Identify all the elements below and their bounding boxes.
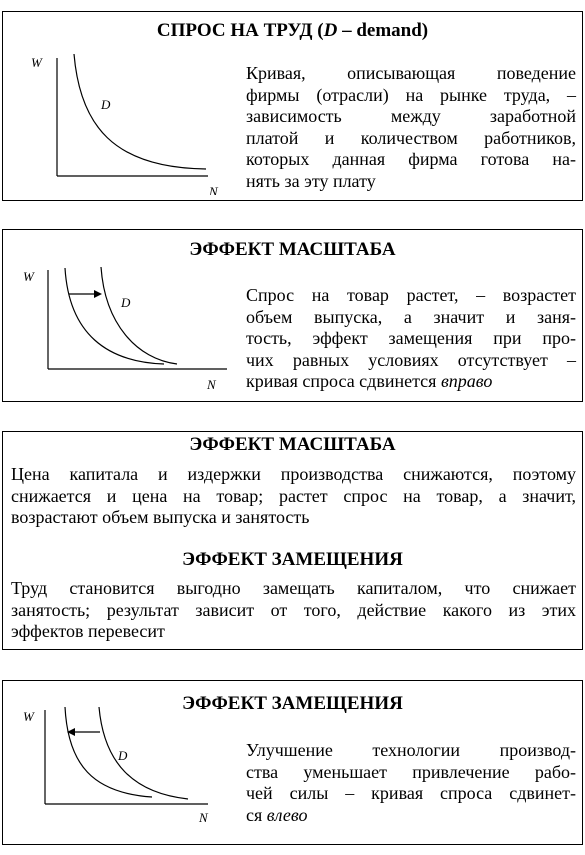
box-title: СПРОС НА ТРУД (D – demand)	[156, 20, 429, 41]
substitution-effect-text	[11, 578, 576, 643]
demand-curve-initial	[65, 268, 164, 364]
description	[246, 285, 576, 393]
text-line: чих равных условиях отсутствует –	[246, 349, 576, 370]
text-line: чей силы – кривая спроса сдвинет-	[246, 783, 576, 804]
demand-curve-initial	[99, 707, 188, 799]
text-line: платой и количеством работников,	[246, 127, 576, 148]
text-line: ся влево	[246, 804, 308, 825]
y-axis-label: W	[31, 55, 42, 70]
scale-effect-title: ЭФФЕКТ МАСШТАБА	[189, 434, 396, 455]
y-axis-label: W	[23, 269, 34, 284]
demand-curve-shifted	[101, 267, 177, 364]
text-line: Спрос на товар растет, – возрастет	[246, 285, 576, 305]
effects-comparison-box	[2, 431, 583, 650]
text-line: нять за эту плату	[246, 170, 376, 191]
text-line: кривая спроса сдвинется вправо	[246, 371, 493, 392]
text-line: Кривая, описывающая поведение	[246, 63, 576, 83]
substitution-effect-box	[2, 680, 583, 845]
text-line: Цена капитала и издержки производства снижаются, поэтому	[11, 464, 576, 484]
demand-curve	[74, 54, 206, 169]
text-line: Улучшение технологии производ-	[246, 740, 576, 760]
substitution-effect-graph	[18, 705, 223, 845]
text-line: которых данная фирма готова на-	[246, 149, 576, 170]
scale-effect-graph	[17, 264, 227, 399]
curve-label: D	[101, 97, 111, 112]
x-axis-label: N	[199, 810, 208, 825]
text-line: ства уменьшает привлечение рабо-	[246, 761, 576, 782]
text-line: зависимость между заработной	[246, 106, 576, 127]
text-line: фирмы (отрасли) на рынке труда, –	[246, 84, 576, 105]
description	[246, 740, 576, 826]
substitution-effect-title: ЭФФЕКТ ЗАМЕЩЕНИЯ	[182, 549, 403, 570]
curve-label: D	[121, 295, 131, 310]
text-line: возрастают объем выпуска и занятость	[11, 507, 310, 528]
box-title: ЭФФЕКТ МАСШТАБА	[189, 239, 396, 260]
text-line: объем выпуска, а значит и заня-	[246, 306, 576, 327]
text-line: тость, эффект замещения при про-	[246, 328, 576, 349]
x-axis-label: N	[209, 184, 218, 195]
x-axis-label: N	[207, 377, 216, 392]
curve-label: D	[118, 748, 128, 763]
text-line: снижается и цена на товар; растет спрос на товар, а значит,	[11, 485, 576, 506]
text-line: занятость; результат зависит от того, действие какого из этих	[11, 599, 576, 620]
demand-curve-graph	[23, 50, 223, 195]
box-title: ЭФФЕКТ ЗАМЕЩЕНИЯ	[182, 693, 403, 714]
scale-effect-text	[11, 464, 576, 529]
text-line: Труд становится выгодно замещать капиталом, что снижает	[11, 578, 576, 598]
description	[246, 63, 576, 193]
text-line: эффектов перевесит	[11, 621, 165, 642]
y-axis-label: W	[23, 709, 34, 724]
demand-for-labor-box	[2, 11, 583, 201]
shift-right-arrow-icon	[94, 290, 102, 298]
scale-effect-box	[2, 229, 583, 402]
